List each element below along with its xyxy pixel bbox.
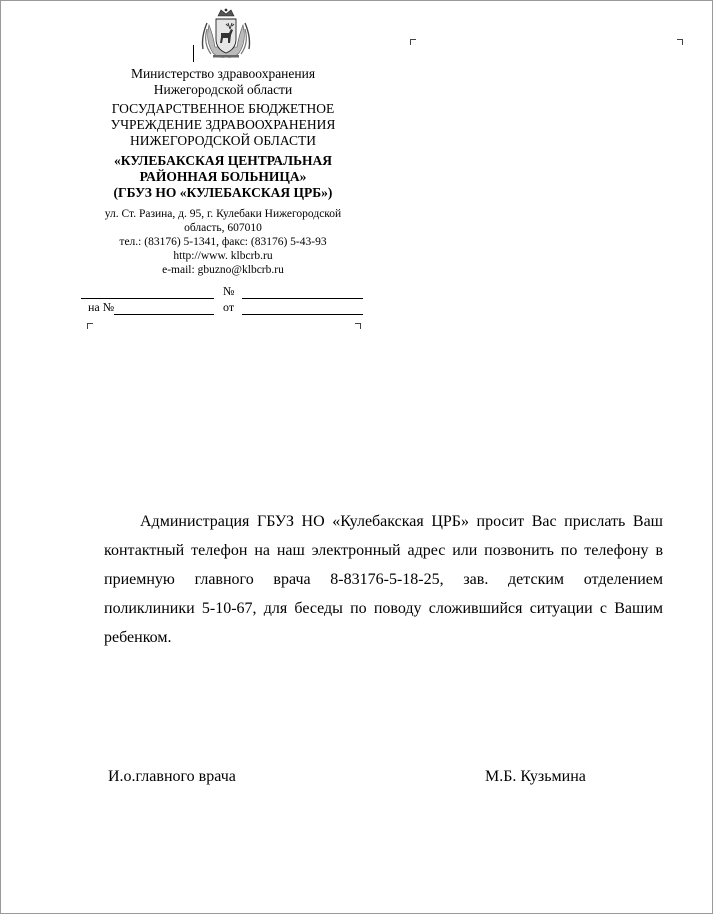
hospital-name-line: (ГБУЗ НО «КУЛЕБАКСКАЯ ЦРБ») — [113, 185, 333, 200]
field-corner-mark — [355, 323, 361, 329]
institution-line: НИЖЕГОРОДСКОЙ ОБЛАСТИ — [130, 133, 316, 148]
email-line: e-mail: gbuzno@klbcrb.ru — [162, 264, 284, 276]
outgoing-number-line — [242, 298, 363, 299]
field-corner-mark — [410, 39, 416, 45]
institution-line: УЧРЕЖДЕНИЕ ЗДРАВООХРАНЕНИЯ — [110, 117, 336, 132]
institution-line: ГОСУДАРСТВЕННОЕ БЮДЖЕТНОЕ — [111, 101, 335, 116]
address-line: ул. Ст. Разина, д. 95, г. Кулебаки Нижегородской — [104, 208, 342, 220]
ref-number-line — [114, 314, 214, 315]
signatory-name: М.Б. Кузьмина — [485, 768, 586, 785]
ref-date-label: от — [223, 300, 235, 314]
letter-body — [104, 507, 663, 652]
coat-of-arms-icon — [199, 7, 253, 61]
text-cursor — [193, 45, 194, 62]
hospital-name-line: «КУЛЕБАКСКАЯ ЦЕНТРАЛЬНАЯ — [113, 153, 333, 168]
letter-paragraph: Администрация ГБУЗ НО «Кулебакская ЦРБ» просит Вас прислать Ваш контактный телефон на наш электронный адрес или позвонить по телефону в приемную главного врача 8-83176-5-18-25, зав. детским отделением поликлиники 5-10-67, для беседы по поводу сложившийся ситуации с Вашим ребенком. — [104, 513, 663, 646]
field-corner-mark — [677, 39, 683, 45]
outgoing-date-line — [81, 298, 214, 299]
website-line: http://www. klbcrb.ru — [173, 250, 273, 262]
number-label: № — [223, 284, 235, 298]
ref-number-label: на № — [88, 300, 115, 314]
address-line: область, 607010 — [184, 222, 262, 234]
signatory-title: И.о.главного врача — [108, 768, 236, 785]
ministry-line: Нижегородской области — [153, 82, 293, 97]
ref-date-line — [242, 314, 363, 315]
field-corner-mark — [87, 323, 93, 329]
ministry-line: Министерство здравоохранения — [130, 66, 316, 81]
phone-line: тел.: (83176) 5-1341, факс: (83176) 5-43-93 — [119, 236, 327, 248]
hospital-name-line: РАЙОННАЯ БОЛЬНИЦА» — [139, 169, 307, 184]
